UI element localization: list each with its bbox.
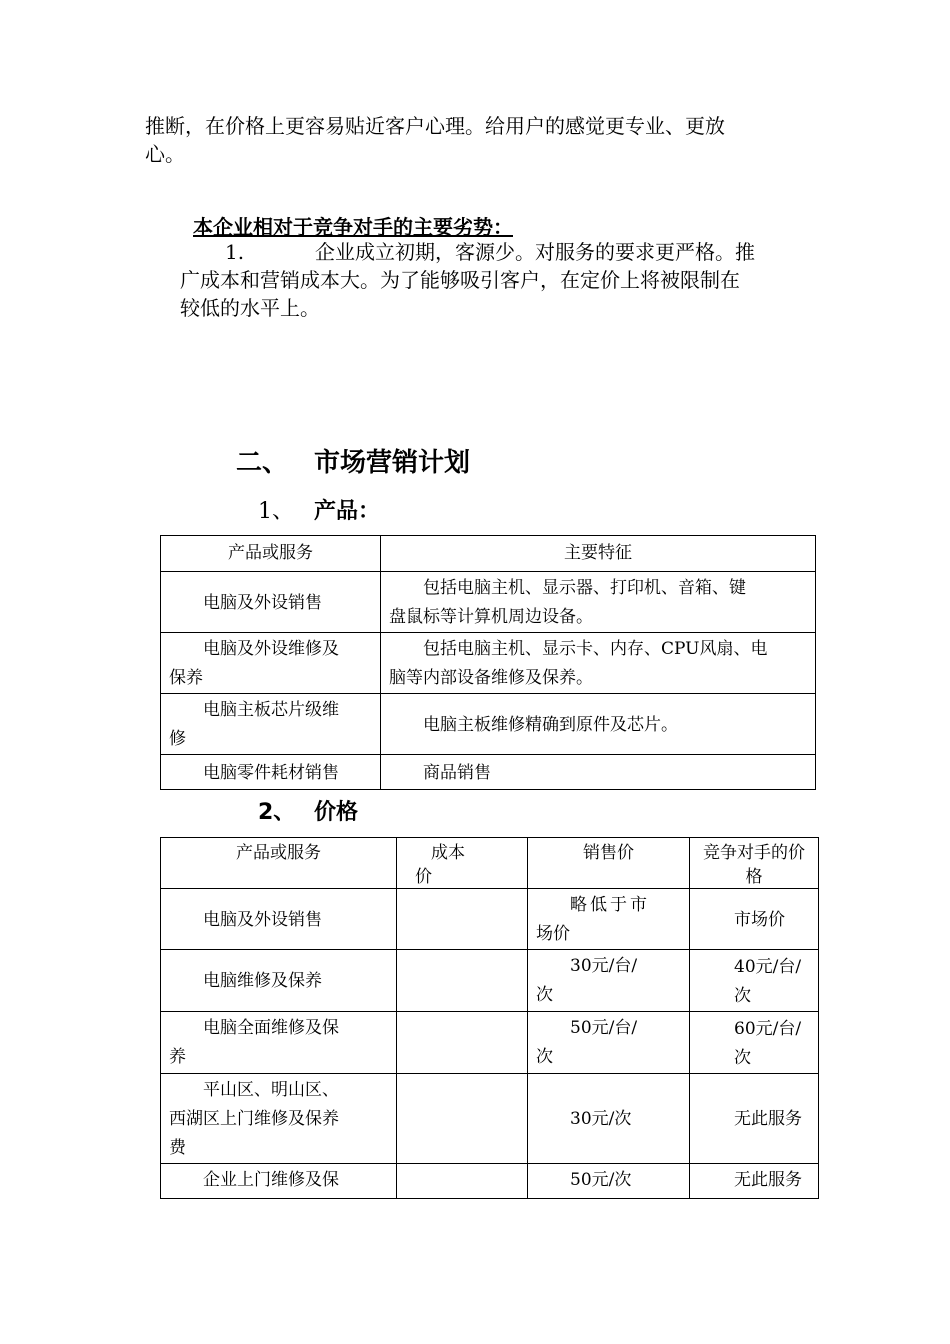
product-title: 产品： <box>314 499 381 524</box>
product-name-cell: 电脑主板芯片级维 修 <box>161 694 381 755</box>
intro-paragraph <box>145 112 725 168</box>
disadvantage-number: 1. <box>225 240 245 264</box>
price-competitor-cell: 无此服务 <box>690 1164 819 1199</box>
price-cost-cell <box>397 950 528 1012</box>
price-header-competitor: 竞争对手的价 格 <box>690 838 819 889</box>
product-table <box>160 535 816 790</box>
product-feature-cell: 电脑主板维修精确到原件及芯片。 <box>381 694 816 755</box>
table-row <box>161 633 816 694</box>
price-header-cost: 成本 价 <box>397 838 528 889</box>
product-name-cell: 电脑零件耗材销售 <box>161 755 381 790</box>
section-heading <box>236 446 471 480</box>
disadvantage-line-1: 企业成立初期，客源少。对服务的要求更严格。推 <box>315 240 755 264</box>
price-name-cell: 电脑全面维修及保 养 <box>161 1012 397 1074</box>
table-row <box>161 572 816 633</box>
price-table <box>160 837 819 1199</box>
product-feature-cell: 商品销售 <box>381 755 816 790</box>
price-competitor-cell: 无此服务 <box>690 1074 819 1164</box>
price-name-cell: 电脑维修及保养 <box>161 950 397 1012</box>
product-subheading <box>258 497 381 527</box>
price-sale-cell: 50元/台/ 次 <box>528 1012 690 1074</box>
price-name-cell: 电脑及外设销售 <box>161 889 397 950</box>
price-competitor-cell: 40元/台/次 <box>690 950 819 1012</box>
price-sale-cell: 30元/次 <box>528 1074 690 1164</box>
table-row <box>161 1074 819 1164</box>
table-row <box>161 1164 819 1199</box>
table-row <box>161 950 819 1012</box>
product-number: 1、 <box>258 499 294 524</box>
price-sale-cell: 50元/次 <box>528 1164 690 1199</box>
price-sale-cell: 略低于市 场价 <box>528 889 690 950</box>
price-cost-cell <box>397 1012 528 1074</box>
price-cost-cell <box>397 1164 528 1199</box>
product-header-feature: 主要特征 <box>381 536 816 572</box>
section-number: 二、 <box>236 448 289 478</box>
price-sale-cell: 30元/台/ 次 <box>528 950 690 1012</box>
disadvantage-paragraph <box>180 238 820 322</box>
table-row <box>161 1012 819 1074</box>
price-header-name: 产品或服务 <box>161 838 397 889</box>
table-row <box>161 889 819 950</box>
price-title: 价格 <box>314 800 359 825</box>
section-title: 市场营销计划 <box>314 448 471 478</box>
price-cost-cell <box>397 889 528 950</box>
product-name-cell: 电脑及外设销售 <box>161 572 381 633</box>
product-feature-cell: 包括电脑主机、显示器、打印机、音箱、键 盘鼠标等计算机周边设备。 <box>381 572 816 633</box>
table-row <box>161 755 816 790</box>
price-number: 2、 <box>258 800 296 825</box>
price-header-sale: 销售价 <box>528 838 690 889</box>
price-cost-cell <box>397 1074 528 1164</box>
product-header-name: 产品或服务 <box>161 536 381 572</box>
price-name-cell: 企业上门维修及保 <box>161 1164 397 1199</box>
price-subheading <box>258 798 359 828</box>
intro-line-1: 推断，在价格上更容易贴近客户心理。给用户的感觉更专业、更放 <box>145 114 725 138</box>
disadvantage-title: 本企业相对于竞争对手的主要劣势： <box>193 215 513 239</box>
table-row <box>161 694 816 755</box>
disadvantage-line-3: 较低的水平上。 <box>180 296 320 320</box>
price-competitor-cell: 60元/台/次 <box>690 1012 819 1074</box>
product-feature-cell: 包括电脑主机、显示卡、内存、CPU风扇、电 脑等内部设备维修及保养。 <box>381 633 816 694</box>
product-name-cell: 电脑及外设维修及 保养 <box>161 633 381 694</box>
intro-line-2: 心。 <box>145 142 185 166</box>
price-competitor-cell: 市场价 <box>690 889 819 950</box>
price-name-cell: 平山区、明山区、 西湖区上门维修及保养 费 <box>161 1074 397 1164</box>
disadvantage-line-2: 广成本和营销成本大。为了能够吸引客户，在定价上将被限制在 <box>180 268 740 292</box>
product-header-row <box>161 536 816 572</box>
price-header-row <box>161 838 819 889</box>
